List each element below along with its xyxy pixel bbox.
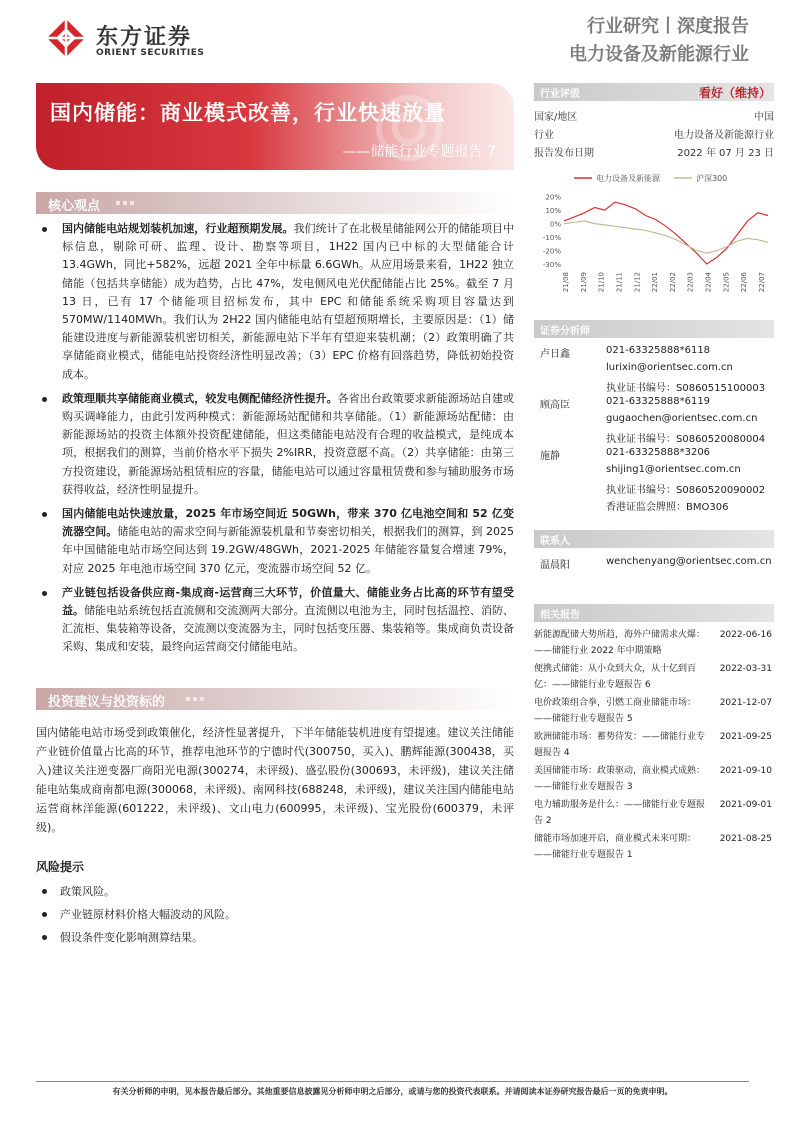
legend-label-2: 沪深300 (696, 174, 728, 183)
analyst-name: 顾高臣 (540, 400, 570, 411)
related-date: 2021-12-07 (719, 698, 772, 708)
analyst-detail: 香港证监会牌照：BMO306 (606, 502, 729, 513)
related-title: 电力辅助服务是什么：——储能行业专题报告 2 (534, 800, 706, 826)
related-bar (534, 604, 774, 622)
logo-cn-text: 东方证券 (96, 25, 193, 50)
risk-item: 假设条件变化影响测算结果。 (36, 926, 514, 949)
core-views (36, 220, 514, 663)
analyst-row (534, 362, 774, 379)
report-title: 国内储能：商业模式改善，行业快速放量 (50, 101, 446, 125)
contact-bar (534, 530, 774, 548)
bullet-head: 政策理顺共享储能商业模式，较发电侧配储经济性提升。 (62, 391, 338, 405)
industry-name: 电力设备及新能源行业 (569, 44, 749, 65)
risk-item: 产业链原材料价格大幅波动的风险。 (36, 903, 514, 926)
bullet-body: 我们统计了在北极星储能网公开的储能项目中标信息，剔除可研、监理、设计、勘察等项目，1H22 国内已中标的大型储能合计 13.4GWh，同比+582%，远超 2021 全年中标量 6.6GWh。从应用场景来看，1H22 独立储能（包括共享储能）成为趋势，占比 47%，发电侧风电光伏配储能占比 25%。截至 7 月 13 日，已有 17 个储能项目招标发布，其中 EPC 和储能系统采购项目容量达到 570MW/1140MWh。我们认为 2H22 国内储能电站有望超预期增长，主要原因是：（1）储能建设进度与新能源装机密切相关，新能源电站下半年有望迎来装机潮；（2）政策明确了共享储能商业模式，储能电站投资经济性明显改善；（3）EPC 价格有回落趋势，降低初始投资成本。 (62, 222, 515, 381)
related-item[interactable] (534, 729, 774, 763)
info-key: 行业 (534, 130, 554, 141)
contact-name: 温晨阳 (540, 560, 570, 571)
legend-label-1: 电力设备及新能源 (596, 174, 660, 183)
x-tick-label: 22/05 (722, 272, 731, 293)
x-tick-label: 22/07 (758, 272, 766, 293)
related-item[interactable] (534, 695, 774, 729)
y-tick-label: -30% (542, 260, 561, 269)
analyst-label: 证券分析师 (540, 326, 590, 337)
analyst-detail: 执业证书编号：S0860520090002 (606, 485, 766, 496)
risk-list (36, 880, 514, 949)
logo-en-text: ORIENT SECURITIES (96, 48, 205, 58)
footer-disclaimer: 有关分析师的申明，见本报告最后部分。其他重要信息披露见分析师申明之后部分，或请与您的投资代表联系。并请阅读本证券研究报告最后一页的免责申明。 (112, 1087, 673, 1096)
invest-section-title: 投资建议与投资标的 (48, 695, 166, 710)
analyst-detail: 执业证书编号：S0860515100003 (606, 383, 766, 394)
related-title: 欧洲储能市场：蓄势待发：——储能行业专题报告 4 (534, 732, 706, 758)
x-tick-label: 22/01 (651, 272, 660, 293)
analyst-row (534, 464, 774, 481)
analyst-row (534, 379, 774, 396)
y-tick-label: -10% (542, 234, 561, 243)
analyst-detail: 021-63325888*3206 (606, 447, 711, 458)
bullet-body: 各省出台政策要求新能源场站自建或购买调峰能力，由此引发两种模式：新能源场站配储和共享储能。（1）新能源场站配储：由新能源场站的投资主体额外投资配建储能，但这类储能电站没有合理的收益模式，是纯成本项，根据我们的测算，当前价格水平下损失 2%IRR，投资意愿不高。（2）共享储能：由第三方投资建设，新能源场站租赁相应的容量，储能电站可以通过容量租赁费和参与辅助服务市场获得收益，经济性明显提升。 (62, 391, 514, 496)
x-tick-label: 22/04 (704, 272, 713, 293)
related-date: 2022-06-16 (719, 630, 772, 640)
related-list (534, 627, 774, 865)
info-value: 中国 (754, 112, 774, 123)
related-item[interactable] (534, 763, 774, 797)
core-bullet (36, 220, 514, 384)
orient-logo-icon (46, 18, 86, 58)
y-tick-label: 10% (545, 207, 561, 216)
contact-row (534, 556, 774, 572)
x-tick-label: 21/10 (597, 272, 606, 293)
info-value: 2022 年 07 月 23 日 (677, 148, 774, 159)
analyst-row (534, 430, 774, 447)
related-item[interactable] (534, 627, 774, 661)
bullet-head: 国内储能电站规划装机加速，行业超预期发展。 (62, 222, 294, 235)
invest-section-bar (36, 688, 514, 710)
analyst-bar (534, 320, 774, 338)
analyst-detail: 021-63325888*6118 (606, 345, 711, 356)
report-subtitle: ——储能行业专题报告 7 (342, 144, 496, 160)
related-title: 新能源配储大势所趋，海外户储需求火爆：——储能行业 2022 年中期策略 (534, 630, 706, 656)
bullet-body: 储能电站的需求空间与新能源装机量和节奏密切相关，根据我们的测算，到 2025 年中国储能电站市场空间达到 19.2GW/48GWh，2021-2025 年储能容量复合增速 79%，对应 2025 年电池市场空间 370 亿元，变流器市场空间 52 亿。 (62, 525, 514, 575)
info-key: 报告发布日期 (534, 148, 594, 159)
risk-title: 风险提示 (36, 860, 85, 874)
report-type: 行业研究丨深度报告 (587, 16, 749, 37)
related-item[interactable] (534, 661, 774, 695)
analyst-email[interactable]: lurixin@orientsec.com.cn (606, 362, 733, 373)
contact-email[interactable]: wenchenyang@orientsec.com.cn (606, 556, 772, 567)
contact-label: 联系人 (540, 536, 570, 547)
footer-divider (36, 1081, 749, 1082)
y-tick-label: 20% (545, 193, 561, 202)
rating-value: 看好（维持） (698, 86, 771, 100)
performance-chart (534, 172, 774, 302)
related-item[interactable] (534, 831, 774, 865)
info-value: 电力设备及新能源行业 (674, 130, 774, 141)
analyst-list (534, 345, 774, 515)
x-tick-label: 21/12 (633, 272, 642, 293)
related-title: 储能市场加速开启，商业模式未来可期：——储能行业专题报告 1 (534, 834, 697, 860)
analyst-email[interactable]: gugaochen@orientsec.com.cn (606, 413, 758, 424)
analyst-row (534, 345, 774, 362)
related-date: 2021-09-01 (719, 800, 772, 810)
x-tick-label: 21/11 (615, 272, 624, 293)
related-label: 相关报告 (540, 610, 580, 621)
related-item[interactable] (534, 797, 774, 831)
x-tick-label: 22/02 (668, 272, 677, 293)
bullet-body: 储能电站系统包括直流侧和交流测两大部分。直流侧以电池为主，同时包括温控、消防、汇流柜、集装箱等设备，交流测以变流器为主，同时包括变压器、集装箱等。集成商负责设备采购、集成和安装，最终向运营商交付储能电站。 (62, 604, 515, 654)
analyst-row (534, 413, 774, 430)
x-tick-label: 21/09 (579, 272, 588, 293)
y-tick-label: 0% (549, 220, 561, 229)
related-title: 美国储能市场：政策驱动，商业模式成熟：——储能行业专题报告 3 (534, 766, 706, 792)
core-bullet (36, 390, 514, 499)
invest-text: 国内储能电站市场受到政策催化，经济性显著提升，下半年储能装机进度有望提速。建议关注储能产业链价值量占比高的环节，推荐电池环节的宁德时代(300750，买入)、鹏辉能源(300438，买入)建议关注逆变器厂商阳光电源(300274，未评级)、盛弘股份(300693，未评级)，建议关注储能电站集成商南都电源(300068，未评级)、南网科技(688248，未评级)，建议关注国内储能电站运营商林洋能源(601222，未评级)、文山电力(600995，未评级)、宝光股份(600379，未评级)。 (36, 726, 514, 834)
analyst-name: 卢日鑫 (540, 349, 570, 360)
x-tick-label: 22/03 (686, 272, 695, 293)
analyst-name: 施静 (540, 451, 560, 462)
analyst-row (534, 481, 774, 498)
series-line-sector (564, 202, 768, 264)
bullet-head: 国内储能电站快速放量，2025 年市场空间近 50GWh，带来 370 亿电池空间和 52 亿变流器空间。 (62, 507, 514, 539)
company-logo (46, 18, 246, 60)
core-section-bar (36, 192, 514, 214)
bullet-head: 产业链包括设备供应商-集成商-运营商三大环节，价值量大、储能业务占比高的环节有望受益。 (62, 585, 514, 618)
core-bullet (36, 584, 514, 657)
title-banner (36, 83, 514, 170)
core-section-title: 核心观点 (48, 199, 101, 214)
y-tick-label: -20% (542, 247, 561, 256)
x-tick-label: 21/08 (562, 272, 570, 293)
x-tick-label: 22/06 (740, 272, 749, 293)
rating-label: 行业评级 (540, 89, 580, 100)
analyst-row (534, 396, 774, 413)
related-title: 电价政策组合拳，引燃工商业储能市场：——储能行业专题报告 5 (534, 698, 697, 724)
related-date: 2021-08-25 (719, 834, 772, 844)
related-title: 便携式储能：从小众到大众，从十亿到百亿：——储能行业专题报告 6 (534, 664, 697, 690)
risk-item: 政策风险。 (36, 880, 514, 903)
related-date: 2022-03-31 (719, 664, 772, 674)
analyst-email[interactable]: shijing1@orientsec.com.cn (606, 464, 741, 475)
info-key: 国家/地区 (534, 112, 578, 123)
core-bullet (36, 505, 514, 578)
analyst-detail: 021-63325888*6119 (606, 396, 711, 407)
related-date: 2021-09-25 (719, 732, 772, 742)
related-date: 2021-09-10 (719, 766, 772, 776)
analyst-row (534, 498, 774, 515)
analyst-row (534, 447, 774, 464)
analyst-detail: 执业证书编号：S0860520080004 (606, 434, 766, 445)
